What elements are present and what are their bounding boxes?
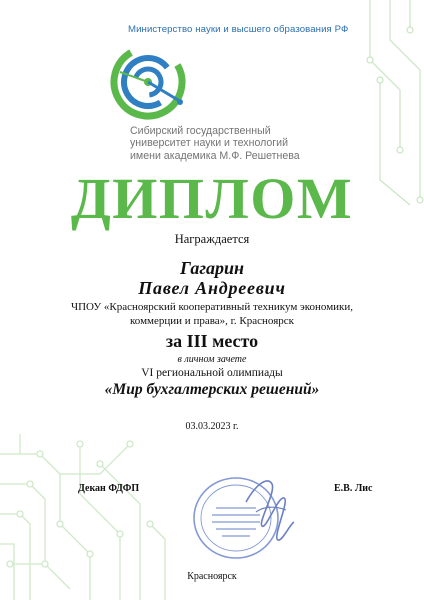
olympiad-line: VI региональной олимпиады: [141, 367, 283, 379]
university-name-line: имени академика М.Ф. Решетнева: [130, 149, 300, 162]
university-logo-icon: [108, 42, 188, 122]
award-date: 03.03.2023 г.: [185, 421, 239, 432]
award-category: в личном зачете: [177, 354, 247, 365]
recipient-surname: Гагарин: [179, 258, 245, 278]
diploma-title: ДИПЛОМ: [70, 166, 354, 231]
recipient-given-names: Павел Андреевич: [138, 278, 286, 298]
footer-city: Красноярск: [187, 571, 237, 582]
official-stamp-icon: [186, 462, 298, 568]
university-name: [130, 125, 300, 162]
university-name-line: Сибирский государственный: [130, 125, 271, 137]
institution-line: ЧПОУ «Красноярский кооперативный техникум экономики,: [70, 301, 354, 313]
awarded-label: Награждается: [174, 232, 250, 246]
dean-title: Декан ФДФП: [78, 483, 140, 494]
award-place: за III место: [165, 331, 259, 351]
ministry-header: Министерство науки и высшего образования РФ: [128, 24, 349, 35]
dean-name: Е.В. Лис: [334, 483, 373, 494]
institution-line: коммерции и права», г. Красноярск: [130, 315, 294, 327]
olympiad-name: «Мир бухгалтерских решений»: [104, 381, 320, 398]
recipient-institution: [0, 300, 424, 328]
university-name-line: университет науки и технологий: [130, 137, 289, 150]
